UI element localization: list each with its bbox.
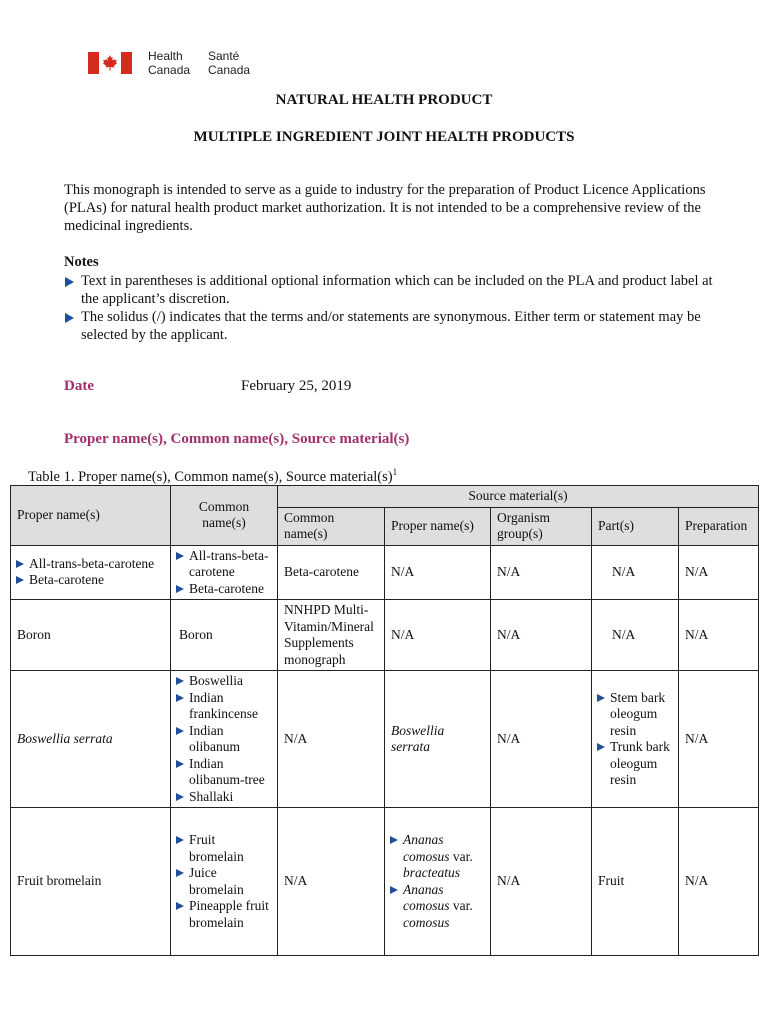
cell-source-proper-name: N/A [385,600,491,671]
list-item [177,789,271,806]
list-item [177,548,271,581]
species-name: Ananas comosus [403,881,450,913]
cell-source-proper-name: N/A [385,545,491,600]
list-item-text: Beta-carotene [189,580,264,596]
table-row [11,600,759,671]
bullet-arrow-icon [16,560,24,568]
bullet-arrow-icon [176,552,184,560]
cell-source-common-name: NNHPD Multi-Vitamin/Mineral Supplements monograph [278,600,385,671]
list-item [177,690,271,723]
bullet-arrow-icon [176,585,184,593]
footnote-marker: 1 [392,467,398,477]
cell-proper-name: Fruit bromelain [11,808,171,956]
note-item [64,308,724,344]
cell-organism-group: N/A [491,808,592,956]
list-item-text: Shallaki [189,788,234,804]
section-heading: Proper name(s), Common name(s), Source material(s) [64,431,410,447]
cell-proper-name: Boron [11,600,171,671]
list-item-text: Stem bark oleogum resin [610,689,666,738]
list-item [598,690,672,740]
note-item [64,272,724,308]
list-item-text: Pineapple fruit bromelain [189,898,269,930]
cell-proper-name: Boswellia serrata [11,671,171,808]
cell-common-name [171,808,278,956]
list-item [177,865,271,898]
cell-source-proper-name: Boswellia serrata [385,671,491,808]
cell-parts: N/A [592,600,679,671]
bullet-arrow-icon [176,694,184,702]
list-item-text: Indian olibanum-tree [189,755,265,787]
list-item-text: Fruit bromelain [189,832,244,864]
table-row [11,671,759,808]
bullet-arrow-icon [390,886,398,894]
note-text: Text in parentheses is additional optional information which can be included on the PLA and product label at the applicant’s discretion. [81,273,713,307]
cell-organism-group: N/A [491,545,592,600]
header-source-common-name: Common name(s) [278,507,385,545]
logo-canada-fr: Canada [208,63,251,77]
cell-source-common-name: N/A [278,808,385,956]
variety-name: bracteatus [403,865,460,880]
cell-common-name [171,671,278,808]
list-item [177,581,271,598]
ingredient-table [10,485,759,956]
list-item-text: Indian olibanum [189,722,240,754]
intro-paragraph: This monograph is intended to serve as a guide to industry for the preparation of Product Licence Applications (PLAs) for natural health product market authorization. It is not intended to be a comprehensive review of the medicinal ingredients. [64,182,706,234]
list-item-text: Boswellia [189,673,243,688]
logo-canada-en: Canada [148,63,191,77]
bullet-arrow-icon [65,277,74,287]
notes-heading: Notes [64,254,99,270]
variety-marker: var. [449,848,473,864]
bullet-arrow-icon [65,313,74,323]
bullet-arrow-icon [176,836,184,844]
cell-common-name: Boron [171,600,278,671]
header-source-material: Source material(s) [278,486,759,508]
list-item-text: Beta-carotene [29,572,104,588]
header-preparation: Preparation [679,507,759,545]
list-item [17,572,164,589]
list-item-text: Indian frankincense [189,689,258,721]
table-caption [28,467,397,486]
variety-marker: var. [449,898,473,913]
cell-parts [592,671,679,808]
list-item-text: Juice bromelain [189,865,244,897]
bullet-arrow-icon [176,902,184,910]
list-item [177,723,271,756]
maple-leaf-icon [101,54,119,72]
header-common-name: Common name(s) [171,486,278,546]
list-item [391,882,484,932]
health-canada-logo [88,50,268,76]
date-value: February 25, 2019 [241,378,352,394]
header-proper-name: Proper name(s) [11,486,171,546]
table-row [11,545,759,600]
cell-source-common-name: Beta-carotene [278,545,385,600]
logo-wordmark [148,49,268,77]
date-label: Date [64,378,94,394]
bullet-arrow-icon [16,576,24,584]
logo-sante: Santé [208,49,240,63]
variety-name: comosus [403,914,450,930]
header-source-proper-name: Proper name(s) [385,507,491,545]
bullet-arrow-icon [176,793,184,801]
table-row [11,808,759,956]
cell-preparation: N/A [679,671,759,808]
notes-list [64,272,724,344]
bullet-arrow-icon [597,743,605,751]
cell-organism-group: N/A [491,600,592,671]
document-subtitle: MULTIPLE INGREDIENT JOINT HEALTH PRODUCTS [193,129,575,145]
list-item-text: All-trans-beta-carotene [29,555,155,571]
canada-flag-icon [88,52,132,74]
cell-parts: N/A [592,545,679,600]
list-item [17,556,164,573]
bullet-arrow-icon [176,760,184,768]
cell-source-proper-name [385,808,491,956]
note-text: The solidus (/) indicates that the terms and/or statements are synonymous. Either term or statement may be selected by the applicant. [81,309,701,343]
cell-parts: Fruit [592,808,679,956]
cell-preparation: N/A [679,545,759,600]
list-item [598,739,672,789]
species-name: Ananas comosus [403,832,450,864]
bullet-arrow-icon [176,869,184,877]
header-parts: Part(s) [592,507,679,545]
list-item-text: Trunk bark oleogum resin [610,739,670,787]
list-item [177,756,271,789]
bullet-arrow-icon [390,836,398,844]
bullet-arrow-icon [176,727,184,735]
table-caption-text: Table 1. Proper name(s), Common name(s), Source material(s) [28,468,393,485]
cell-organism-group: N/A [491,671,592,808]
list-item [177,832,271,865]
cell-common-name [171,545,278,600]
cell-preparation: N/A [679,808,759,956]
list-item [391,832,484,882]
list-item-text: All-trans-beta-carotene [189,547,269,579]
bullet-arrow-icon [597,694,605,702]
cell-proper-name [11,545,171,600]
cell-preparation: N/A [679,600,759,671]
header-organism-group: Organism group(s) [491,507,592,545]
logo-health: Health [148,49,183,63]
list-item [177,673,271,690]
list-item [177,898,271,931]
document-title: NATURAL HEALTH PRODUCT [275,92,493,108]
bullet-arrow-icon [176,677,184,685]
cell-source-common-name: N/A [278,671,385,808]
